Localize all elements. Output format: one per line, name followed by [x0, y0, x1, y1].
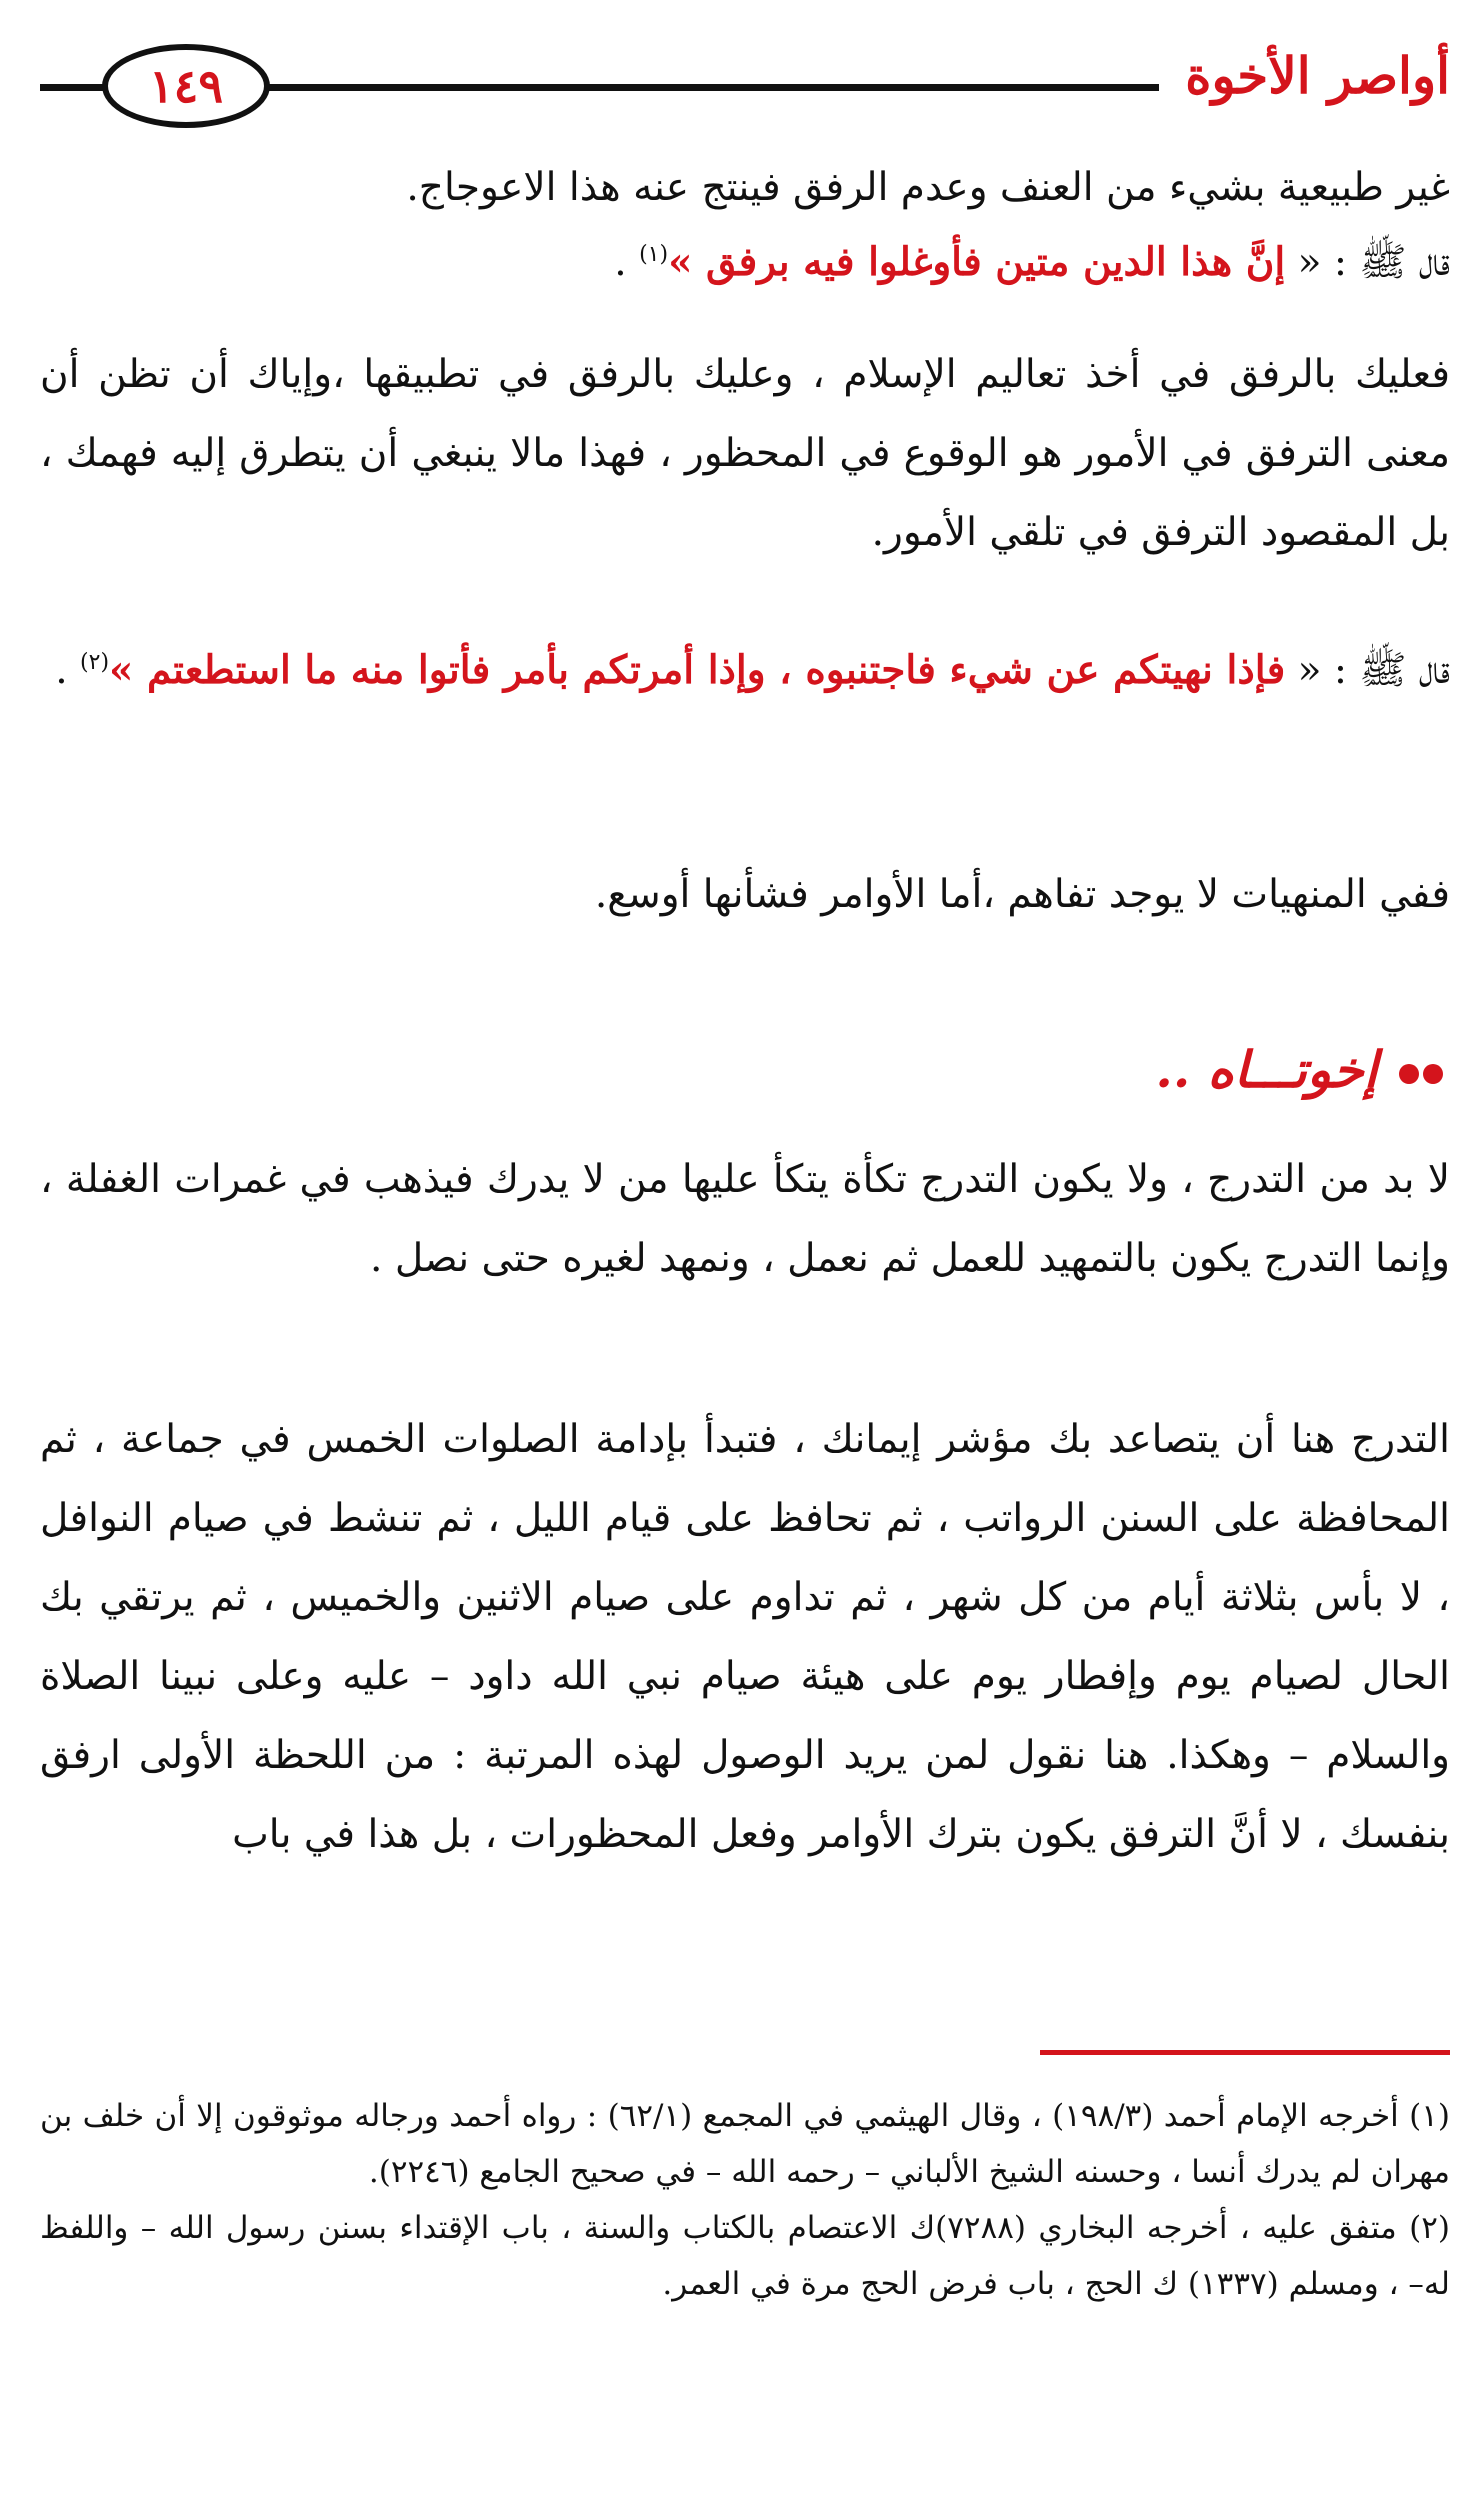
footnote-ref-1: (١) — [639, 242, 669, 267]
quote-end: . — [614, 240, 640, 285]
quote-close: » — [668, 239, 707, 285]
footnote-2: (٢) متفق عليه ، أخرجه البخاري (٧٢٨٨)ك الاعتصام بالكتاب والسنة ، باب الإقتداء بسنن رسول الله – واللفظ له– ، ومسلم (١٣٣٧) ك الحج ، باب فرض الحج مرة في العمر. — [40, 2210, 1450, 2302]
paragraph-3: ففي المنهيات لا يوجد تفاهم ،أما الأوامر فشأنها أوسع. — [594, 872, 1450, 917]
heading-bullet-icon — [1423, 1064, 1443, 1084]
paragraph-5: التدرج هنا أن يتصاعد بك مؤشر إيمانك ، فتبدأ بإدامة الصلوات الخمس في جماعة ، ثم المحافظة على السنن الرواتب ، ثم تحافظ على قيام الليل ، ثم تنشط في صيام النوافل ، لا بأس بثلاثة أيام من كل شهر ، ثم تداوم على صيام الاثنين والخميس ، ثم يرتقي بك الحال لصيام يوم وإفطار يوم على هيئة صيام نبي الله داود – عليه وعلى نبينا الصلاة والسلام – وهكذا. هنا نقول لمن يريد الوصول لهذه المرتبة : من اللحظة الأولى ارفق بنفسك ، لا أنَّ الترفق يكون بترك الأوامر وفعل المحظورات ، بل هذا في باب — [40, 1417, 1451, 1857]
page-header — [40, 40, 1450, 135]
footnotes — [40, 2088, 1450, 2312]
paragraph-4: لا بد من التدرج ، ولا يكون التدرج تكأة يتكأ عليها من لا يدرك فيذهب في غمرات الغفلة ، وإنما التدرج يكون بالتمهيد للعمل ثم نعمل ، ونمهد لغيره حتى نصل . — [40, 1157, 1450, 1281]
book-title: أواصر الأخوة — [1159, 46, 1450, 105]
hadith-text: فإذا نهيتكم عن شيء فاجتنبوه ، وإذا أمرتكم بأمر فأتوا منه ما استطعتم — [146, 647, 1286, 693]
section-heading-text: إخوتـــاه .. — [1155, 1040, 1378, 1099]
quote-lead: قال ﷺ : « — [1285, 648, 1450, 693]
hadith-text: إنَّ هذا الدين متين فأوغلوا فيه برفق — [706, 239, 1286, 285]
paragraph-1: غير طبيعية بشيء من العنف وعدم الرفق فينتج عنه هذا الاعوجاج. — [406, 165, 1450, 210]
heading-bullet-icon — [1399, 1064, 1419, 1084]
page-number: ١٤٩ — [102, 44, 270, 128]
hadith-quote-1 — [40, 208, 1450, 317]
paragraph-2: فعليك بالرفق في أخذ تعاليم الإسلام ، وعليك بالرفق في تطبيقها ،وإياك أن تظن أن معنى الترفق في الأمور هو الوقوع في المحظور ، فهذا مالا ينبغي أن يتطرق إليه فهمك ، بل المقصود الترفق في تلقي الأمور. — [40, 352, 1450, 555]
quote-close: » — [109, 647, 147, 693]
section-heading — [1155, 1040, 1443, 1099]
quote-end: . — [55, 648, 81, 693]
footnote-separator — [1040, 2050, 1450, 2055]
footnote-1: (١) أخرجه الإمام أحمد (١٩٨/٣) ، وقال الهيثمي في المجمع (٦٢/١) : رواه أحمد ورجاله موثوقون إلا أن خلف بن مهران لم يدرك أنسا ، وحسنه الشيخ الألباني – رحمه الله – في صحيح الجامع (٢٢٤٦). — [40, 2098, 1450, 2190]
footnote-ref-2: (٢) — [80, 650, 110, 675]
hadith-quote-2 — [40, 625, 1450, 716]
quote-lead: قال ﷺ : « — [1285, 240, 1450, 285]
